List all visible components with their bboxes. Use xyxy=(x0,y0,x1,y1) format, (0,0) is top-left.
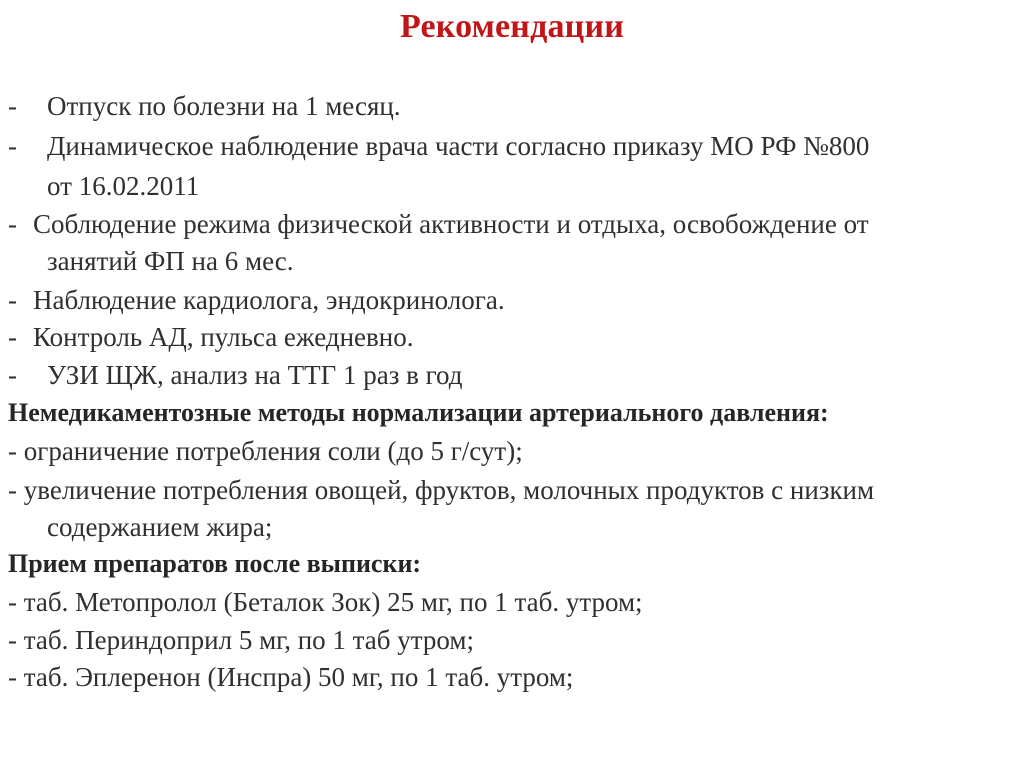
list-item: - увеличение потребления овощей, фруктов, молочных продуктов с низким xyxy=(8,475,875,505)
page-title: Рекомендации xyxy=(399,8,625,45)
bullet-dash: - xyxy=(8,209,17,239)
list-item-text: Наблюдение кардиолога, эндокринолога. xyxy=(33,285,505,315)
section-heading: Прием препаратов после выписки: xyxy=(8,549,422,578)
bullet-dash: - xyxy=(8,91,17,121)
list-item: - ограничение потребления соли (до 5 г/сут); xyxy=(8,436,523,466)
bullet-dash: - xyxy=(8,131,17,161)
list-item: - таб. Эплеренон (Инспра) 50 мг, по 1 таб. утром; xyxy=(8,662,574,692)
list-item-text: Динамическое наблюдение врача части согласно приказу МО РФ №800 xyxy=(47,131,870,161)
list-item: - таб. Периндоприл 5 мг, по 1 таб утром; xyxy=(8,625,474,655)
list-item-continuation: содержанием жира; xyxy=(47,512,273,542)
list-item-continuation: занятий ФП на 6 мес. xyxy=(47,246,294,276)
list-item-text: УЗИ ЩЖ, анализ на ТТГ 1 раз в год xyxy=(47,360,463,390)
list-item-text: Соблюдение режима физической активности и отдыха, освобождение от xyxy=(33,209,869,239)
list-item-continuation: от 16.02.2011 xyxy=(47,171,200,201)
bullet-dash: - xyxy=(8,360,17,390)
list-item-text: Отпуск по болезни на 1 месяц. xyxy=(47,91,401,121)
bullet-dash: - xyxy=(8,322,17,352)
list-item: - таб. Метопролол (Беталок Зок) 25 мг, по 1 таб. утром; xyxy=(8,587,643,617)
list-item-text: Контроль АД, пульса ежедневно. xyxy=(33,322,414,352)
section-heading: Немедикаментозные методы нормализации артериального давления: xyxy=(8,398,829,427)
bullet-dash: - xyxy=(8,285,17,315)
